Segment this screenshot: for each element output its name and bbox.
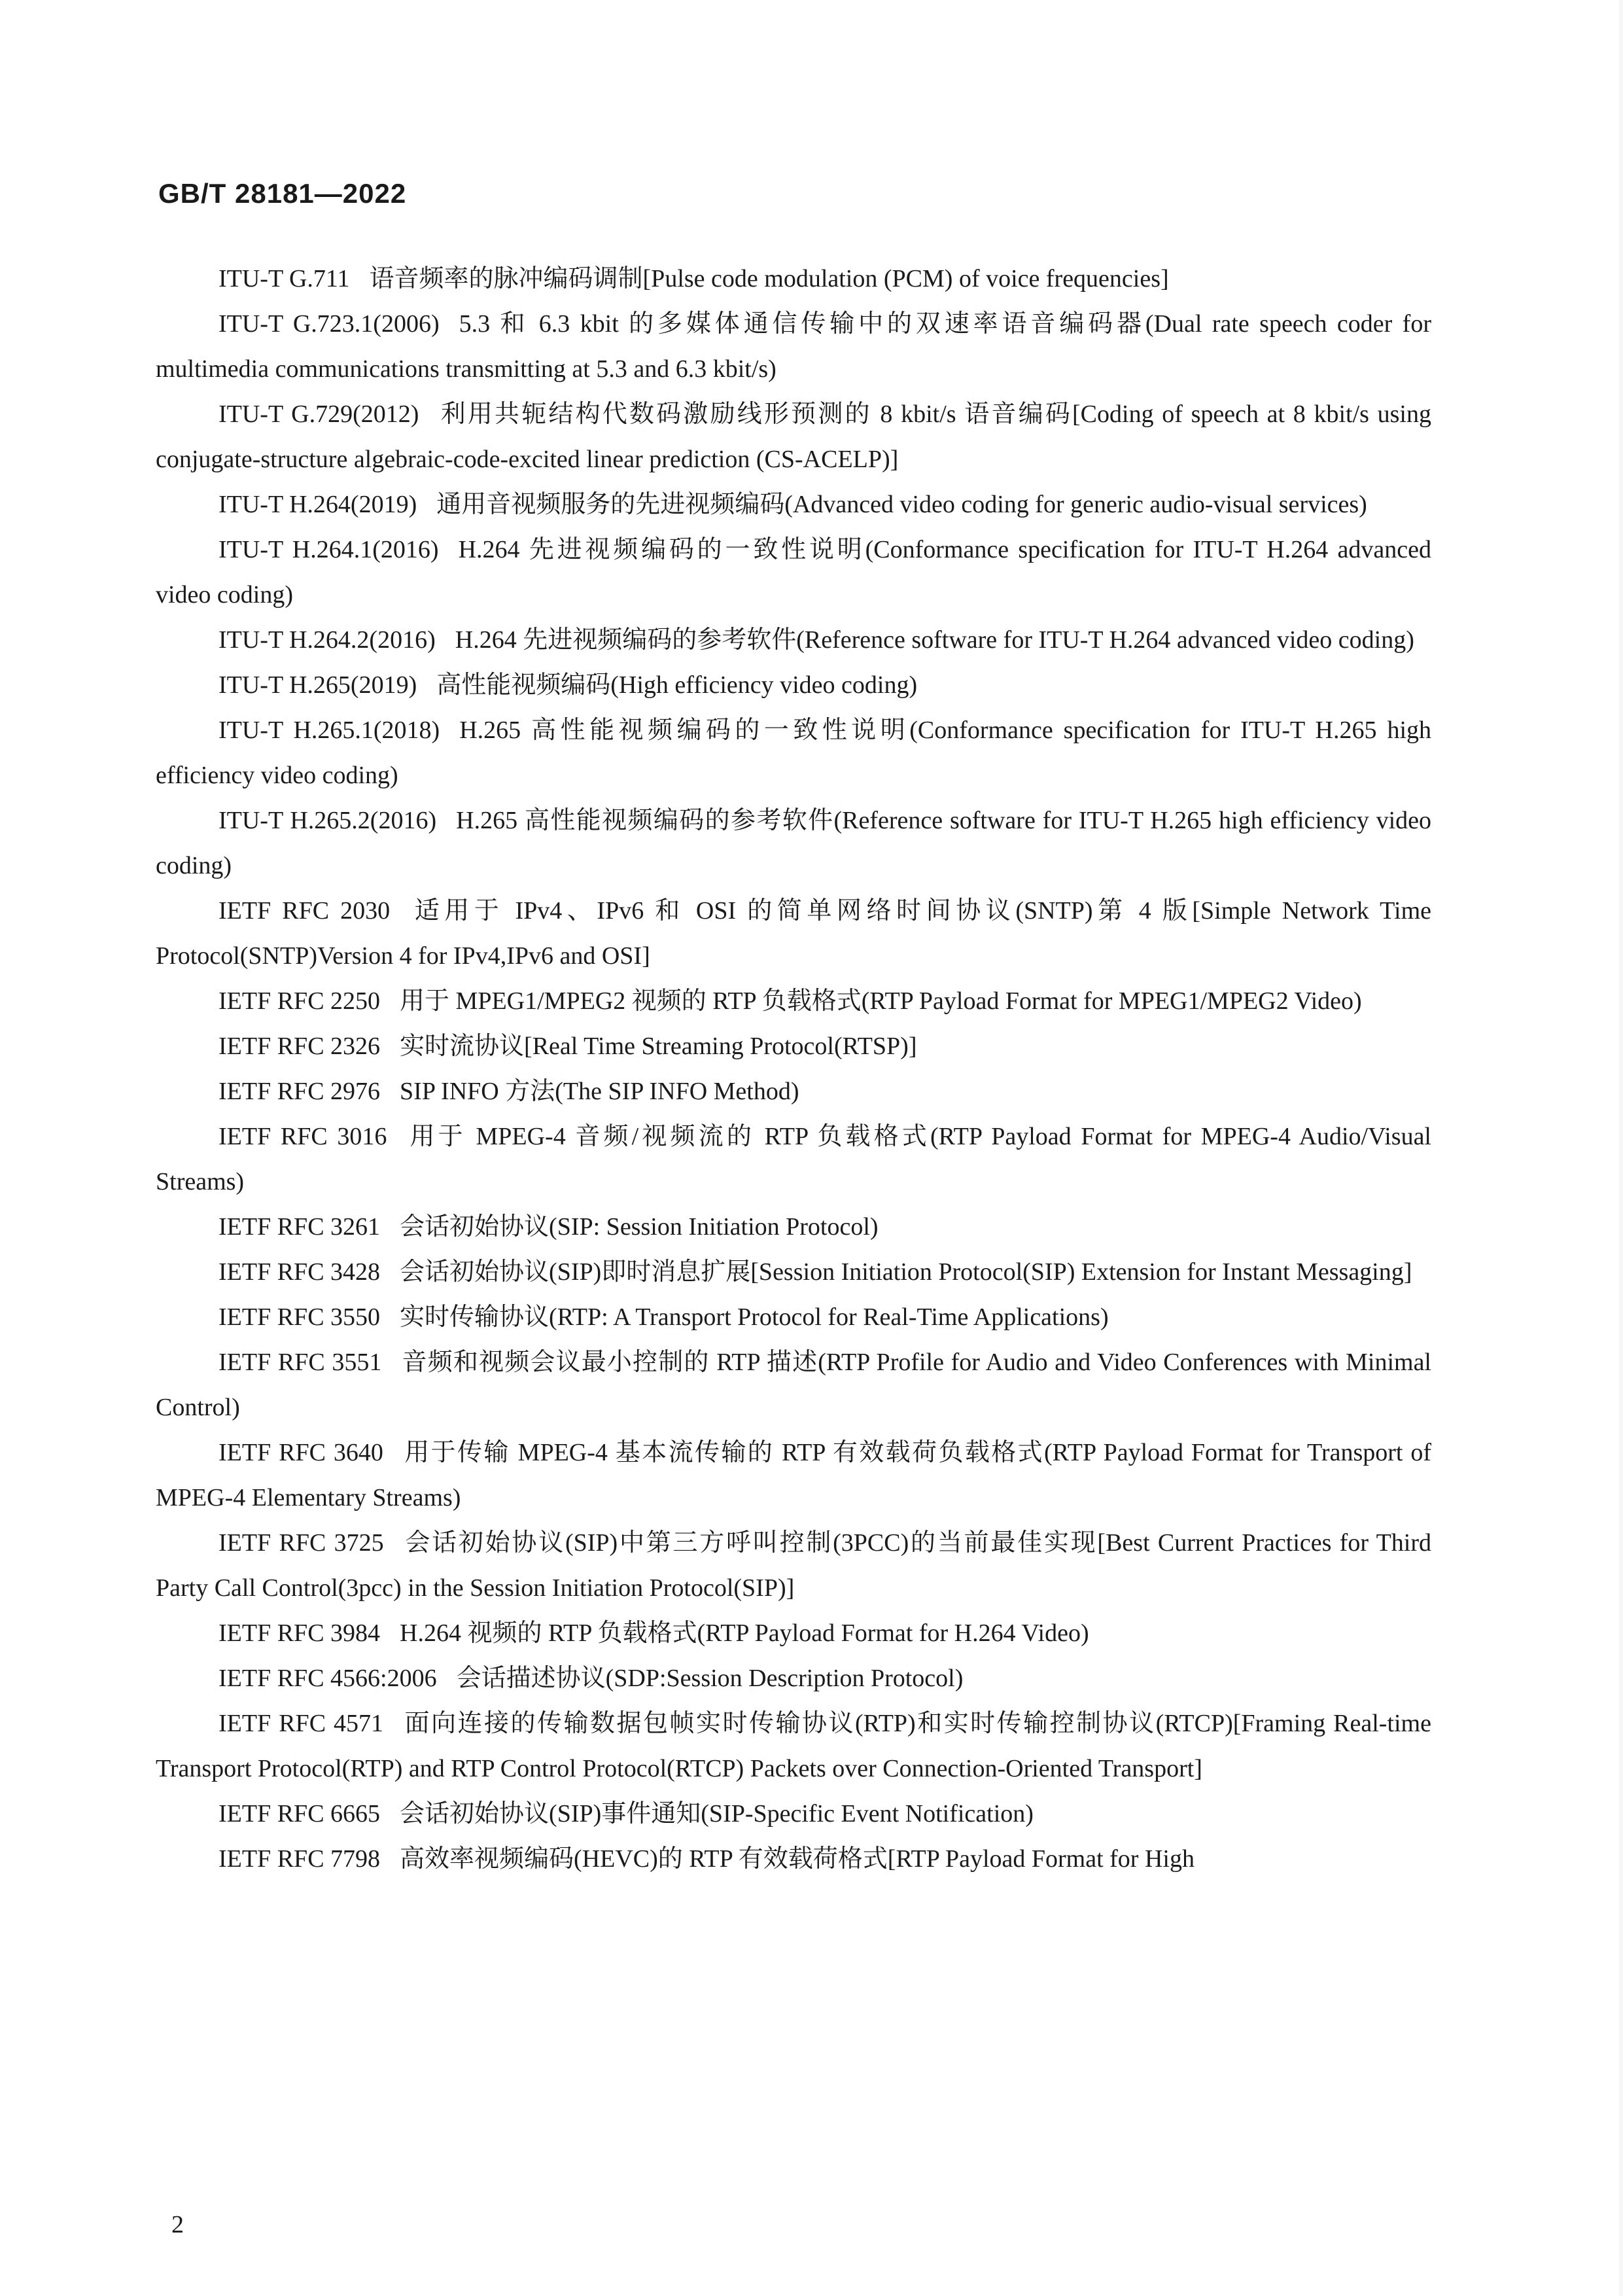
reference-item [156,482,1431,527]
reference-code: IETF RFC 3640 [218,1439,383,1466]
reference-title: 用于 MPEG-4 音频/视频流的 RTP 负载格式(RTP Payload Format for MPEG-4 Audio/Visual Streams) [156,1123,1431,1195]
reference-item [156,1521,1431,1611]
reference-item [156,1792,1431,1837]
reference-code: IETF RFC 2250 [218,987,381,1015]
reference-title: 会话初始协议(SIP: Session Initiation Protocol) [400,1213,879,1241]
reference-title: H.264 先进视频编码的一致性说明(Conformance specification for ITU-T H.264 advanced video coding) [156,536,1431,609]
reference-item [156,1701,1431,1792]
reference-item [156,302,1431,392]
reference-code: IETF RFC 3016 [218,1123,387,1150]
reference-item [156,979,1431,1024]
reference-code: IETF RFC 3725 [218,1529,384,1557]
reference-code: IETF RFC 2976 [218,1078,381,1105]
normative-references-list [156,256,1431,1882]
reference-code: IETF RFC 4566:2006 [218,1665,437,1692]
reference-item [156,392,1431,482]
reference-title: 会话初始协议(SIP)事件通知(SIP-Specific Event Notification) [400,1800,1034,1828]
reference-item [156,889,1431,979]
reference-item [156,1611,1431,1656]
reference-code: ITU-T H.264.1(2016) [218,536,439,563]
reference-code: ITU-T G.723.1(2006) [218,310,440,338]
reference-code: IETF RFC 6665 [218,1800,381,1828]
reference-title: 实时传输协议(RTP: A Transport Protocol for Real-Time Applications) [400,1303,1109,1331]
reference-code: IETF RFC 7798 [218,1845,381,1873]
reference-title: 5.3 和 6.3 kbit 的多媒体通信传输中的双速率语音编码器(Dual rate speech coder for multimedia communications transmitting at 5.3 and 6.3 kbit/s) [156,310,1431,383]
reference-item [156,798,1431,889]
reference-code: ITU-T H.265(2019) [218,671,417,699]
reference-code: ITU-T H.265.2(2016) [218,807,437,834]
reference-item [156,527,1431,618]
reference-item [156,1430,1431,1521]
reference-code: IETF RFC 3984 [218,1619,381,1647]
reference-item [156,1205,1431,1250]
reference-item [156,1114,1431,1205]
reference-title: 语音频率的脉冲编码调制[Pulse code modulation (PCM) of voice frequencies] [369,265,1169,292]
reference-item [156,256,1431,302]
reference-title: 实时流协议[Real Time Streaming Protocol(RTSP)] [400,1033,917,1060]
reference-code: IETF RFC 2326 [218,1033,381,1060]
reference-title: 高效率视频编码(HEVC)的 RTP 有效载荷格式[RTP Payload Format for High [400,1845,1195,1873]
reference-title: H.264 视频的 RTP 负载格式(RTP Payload Format for H.264 Video) [400,1619,1089,1647]
reference-code: IETF RFC 3551 [218,1349,382,1376]
reference-code: ITU-T G.729(2012) [218,400,419,428]
reference-item [156,1250,1431,1295]
reference-title: 会话初始协议(SIP)即时消息扩展[Session Initiation Protocol(SIP) Extension for Instant Messaging] [400,1258,1412,1286]
reference-title: H.265 高性能视频编码的一致性说明(Conformance specification for ITU-T H.265 high efficiency video coding) [156,716,1431,789]
reference-item [156,1837,1431,1882]
reference-item [156,1069,1431,1114]
reference-title: 用于 MPEG1/MPEG2 视频的 RTP 负载格式(RTP Payload Format for MPEG1/MPEG2 Video) [400,987,1362,1015]
reference-title: 通用音视频服务的先进视频编码(Advanced video coding for generic audio-visual services) [436,491,1367,518]
reference-code: ITU-T H.265.1(2018) [218,716,440,744]
reference-code: ITU-T H.264(2019) [218,491,417,518]
reference-title: 高性能视频编码(High efficiency video coding) [436,671,918,699]
reference-code: IETF RFC 3261 [218,1213,381,1241]
reference-item [156,708,1431,798]
reference-code: IETF RFC 3550 [218,1303,381,1331]
reference-title: 适用于 IPv4、IPv6 和 OSI 的简单网络时间协议(SNTP)第 4 版[Simple Network Time Protocol(SNTP)Version 4 for IPv4,IPv6 and OSI] [156,897,1431,970]
reference-title: 面向连接的传输数据包帧实时传输协议(RTP)和实时传输控制协议(RTCP)[Framing Real-time Transport Protocol(RTP) and RTP Control Protocol(RTCP) Packets over Connection-Oriented Transport] [156,1710,1431,1782]
reference-code: IETF RFC 4571 [218,1710,384,1737]
reference-title: 音频和视频会议最小控制的 RTP 描述(RTP Profile for Audio and Video Conferences with Minimal Control) [156,1349,1431,1421]
reference-title: 用于传输 MPEG-4 基本流传输的 RTP 有效载荷负载格式(RTP Payload Format for Transport of MPEG-4 Elementary Streams) [156,1439,1431,1511]
reference-title: 会话描述协议(SDP:Session Description Protocol) [456,1665,964,1692]
reference-title: H.265 高性能视频编码的参考软件(Reference software for ITU-T H.265 high efficiency video coding) [156,807,1431,879]
reference-code: IETF RFC 2030 [218,897,391,925]
reference-code: IETF RFC 3428 [218,1258,381,1286]
page-header-standard-number: GB/T 28181—2022 [158,178,407,209]
reference-title: H.264 先进视频编码的参考软件(Reference software for ITU-T H.264 advanced video coding) [455,626,1414,654]
reference-item [156,663,1431,708]
reference-title: 会话初始协议(SIP)中第三方呼叫控制(3PCC)的当前最佳实现[Best Current Practices for Third Party Call Control(3pcc) in the Session Initiation Protocol(SIP)] [156,1529,1431,1602]
reference-item [156,1340,1431,1430]
reference-item [156,618,1431,663]
reference-code: ITU-T G.711 [218,265,350,292]
scan-edge-shadow [1619,0,1623,2296]
reference-title: 利用共轭结构代数码激励线形预测的 8 kbit/s 语音编码[Coding of speech at 8 kbit/s using conjugate-structure algebraic-code-excited linear prediction (CS-ACELP)] [156,400,1431,473]
reference-item [156,1024,1431,1069]
reference-item [156,1656,1431,1701]
reference-item [156,1295,1431,1340]
reference-title: SIP INFO 方法(The SIP INFO Method) [400,1078,799,1105]
page-number: 2 [171,2211,184,2238]
reference-code: ITU-T H.264.2(2016) [218,626,436,654]
